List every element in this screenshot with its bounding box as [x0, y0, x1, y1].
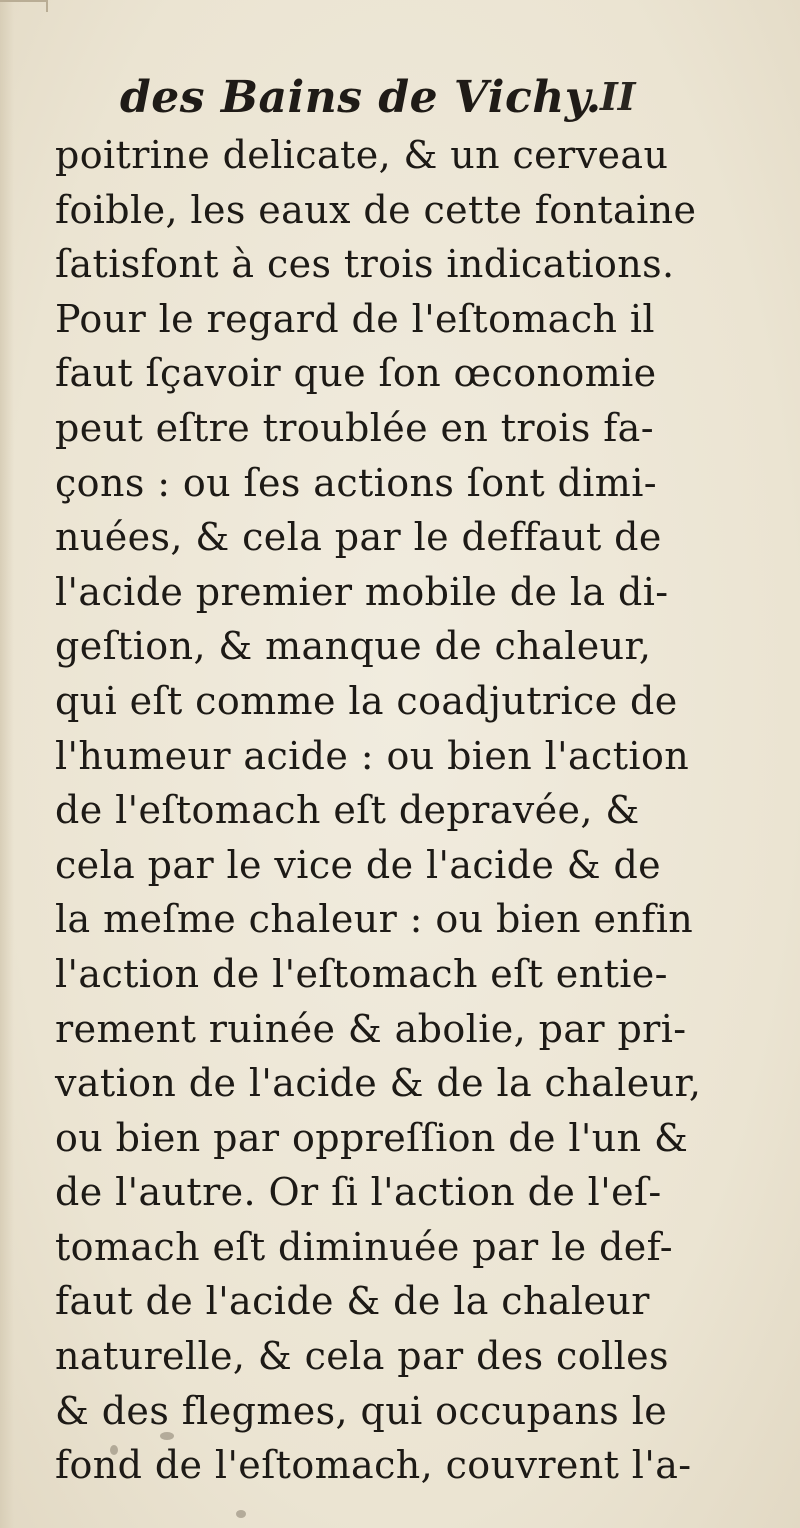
text-line: fond de l'eſtomach, couvrent l'a-	[55, 1443, 692, 1488]
text-line: çons : ou ſes actions ſont dimi-	[55, 460, 658, 505]
text-line: geſtion, & manque de chaleur,	[55, 624, 652, 669]
running-head-title: des Bains de Vichy.	[120, 72, 602, 123]
text-line: ou bien par oppreſſion de l'un &	[55, 1115, 689, 1160]
text-line: rement ruinée & abolie, par pri-	[55, 1006, 687, 1051]
ink-smudge	[110, 1445, 118, 1455]
text-line: de l'eſtomach eſt depravée, &	[55, 788, 640, 833]
text-line: faut ſçavoir que ſon œconomie	[55, 351, 657, 396]
text-line: vation de l'acide & de la chaleur,	[55, 1061, 702, 1106]
text-line: l'humeur acide : ou bien l'action	[55, 733, 690, 778]
text-line: l'action de l'eſtomach eſt entie-	[55, 951, 668, 996]
text-line: foible, les eaux de cette fontaine	[55, 187, 697, 232]
body-text	[55, 128, 775, 1493]
text-line: poitrine delicate, & un cerveau	[55, 133, 669, 177]
page-corner-mark	[0, 0, 48, 12]
ink-smudge	[236, 1510, 246, 1518]
text-line: la meſme chaleur : ou bien enfin	[55, 897, 694, 942]
text-line: l'acide premier mobile de la di-	[55, 569, 669, 614]
text-line: cela par le vice de l'acide & de	[55, 842, 662, 887]
text-line: Pour le regard de l'eſtomach il	[55, 296, 655, 341]
text-line: ſatisfont à ces trois indications.	[55, 242, 675, 287]
page-gutter-shadow	[0, 0, 14, 1528]
text-line: de l'autre. Or ſi l'action de l'eſ-	[55, 1170, 662, 1215]
text-line: tomach eſt diminuée par le def-	[55, 1224, 673, 1269]
ink-smudge	[160, 1432, 174, 1440]
text-line: nuées, & cela par le deffaut de	[55, 515, 662, 560]
page-number: II	[600, 74, 636, 119]
text-line: naturelle, & cela par des colles	[55, 1334, 669, 1379]
text-line: & des flegmes, qui occupans le	[55, 1388, 668, 1433]
text-line: qui eſt comme la coadjutrice de	[55, 678, 678, 723]
text-line: faut de l'acide & de la chaleur	[55, 1279, 650, 1324]
text-line: peut eſtre troublée en trois fa-	[55, 405, 654, 450]
